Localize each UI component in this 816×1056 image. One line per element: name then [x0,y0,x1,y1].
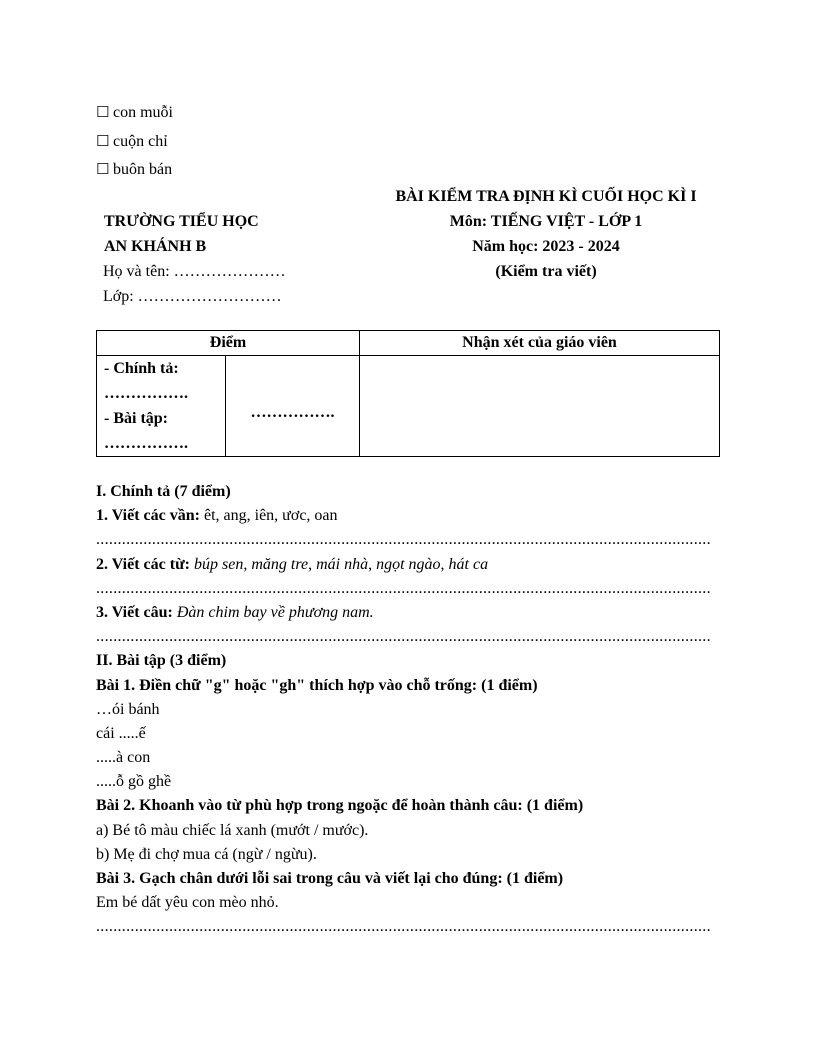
school-name-2: AN KHÁNH B [104,237,207,255]
question-3 [96,601,720,625]
option-label: cuộn chỉ [113,132,168,150]
score-header: Điểm [97,331,360,356]
answer-line[interactable]: ............................................................................................................................................... [96,579,711,597]
bai2-title: Bài 2. Khoanh vào từ phù hợp trong ngoặc để hoàn thành câu: (1 điểm) [96,797,584,815]
student-name-field[interactable]: Họ và tên: ………………… [103,262,286,280]
q3-text: Đàn chim bay về phương nam. [176,603,374,621]
q1-text: êt, ang, iên, ươc, oan [199,507,338,525]
exam-info [358,184,734,284]
comment-header: Nhận xét của giáo viên [360,331,720,356]
option-list [96,98,720,184]
checkbox-icon[interactable]: ☐ [96,103,110,121]
exam-kind: (Kiểm tra viết) [495,262,597,280]
q2-word: ngọt ngào [376,555,441,573]
option-label: con muỗi [113,104,173,121]
separator: , [368,555,377,573]
total-score-field[interactable]: ……………. [226,356,360,457]
student-class-field[interactable]: Lớp: ……………………… [103,287,282,305]
bai1-item[interactable]: cái .....ế [96,724,146,742]
school-name: TRƯỜNG TIỂU HỌC [104,212,259,230]
q2-word: búp sen [194,555,244,573]
q3-label: 3. Viết câu: [96,603,173,621]
exam-subject: Môn: TIẾNG VIỆT - LỚP 1 [449,212,643,230]
option-item[interactable] [96,127,720,156]
bai3-sentence: Em bé dất yêu con mèo nhỏ. [96,894,279,912]
school-info [104,209,286,309]
bai1-item[interactable]: .....à con [96,749,151,767]
question-1 [96,504,720,528]
chinh-ta-score-field[interactable]: ……………. [104,385,188,402]
checkbox-icon[interactable]: ☐ [96,131,110,150]
bai2-item: a) Bé tô màu chiếc lá xanh (mướt / mước). [96,821,369,839]
bai1-item[interactable]: …ói bánh [96,700,160,718]
bai-tap-score-label: - Bài tập: [104,410,168,427]
answer-line[interactable]: ............................................................................................................................................... [96,628,711,646]
exam-year: Năm học: 2023 - 2024 [472,237,620,255]
separator: , [243,555,252,573]
answer-line[interactable]: ............................................................................................................................................... [96,531,711,549]
separator: , [440,555,449,573]
answer-line[interactable]: ............................................................................................................................................... [96,918,711,936]
bai3-title: Bài 3. Gạch chân dưới lỗi sai trong câu và viết lại cho đúng: (1 điểm) [96,870,564,887]
exam-body [96,480,720,940]
bai2-item: b) Mẹ đi chợ mua cá (ngừ / ngừu). [96,845,317,863]
exam-header [96,184,720,312]
option-item[interactable] [96,155,720,184]
score-breakdown [97,356,226,457]
q2-word: mái nhà [316,555,369,573]
q2-label: 2. Viết các từ: [96,555,191,573]
bai1-item[interactable]: .....ỗ gồ ghề [96,773,172,791]
option-label: buôn bán [113,161,173,178]
q2-word: măng tre [251,555,309,573]
q1-label: 1. Viết các vần: [96,507,200,525]
score-table [96,330,720,457]
q2-word: hát ca [448,555,489,573]
exam-title: BÀI KIỂM TRA ĐỊNH KÌ CUỐI HỌC KÌ I [395,187,697,205]
document-page [96,96,720,312]
section2-title: II. Bài tập (3 điểm) [96,652,227,670]
teacher-comment-area[interactable] [360,356,720,457]
section1-title: I. Chính tả (7 điểm) [96,483,231,500]
bai-tap-score-field[interactable]: ……………. [104,435,188,452]
option-item[interactable] [96,98,720,127]
chinh-ta-score-label: - Chính tả: [104,360,179,377]
separator: , [308,555,317,573]
bai1-title: Bài 1. Điền chữ "g" hoặc "gh" thích hợp vào chỗ trống: (1 điểm) [96,676,538,694]
question-2 [96,553,720,577]
checkbox-icon[interactable]: ☐ [96,160,110,178]
